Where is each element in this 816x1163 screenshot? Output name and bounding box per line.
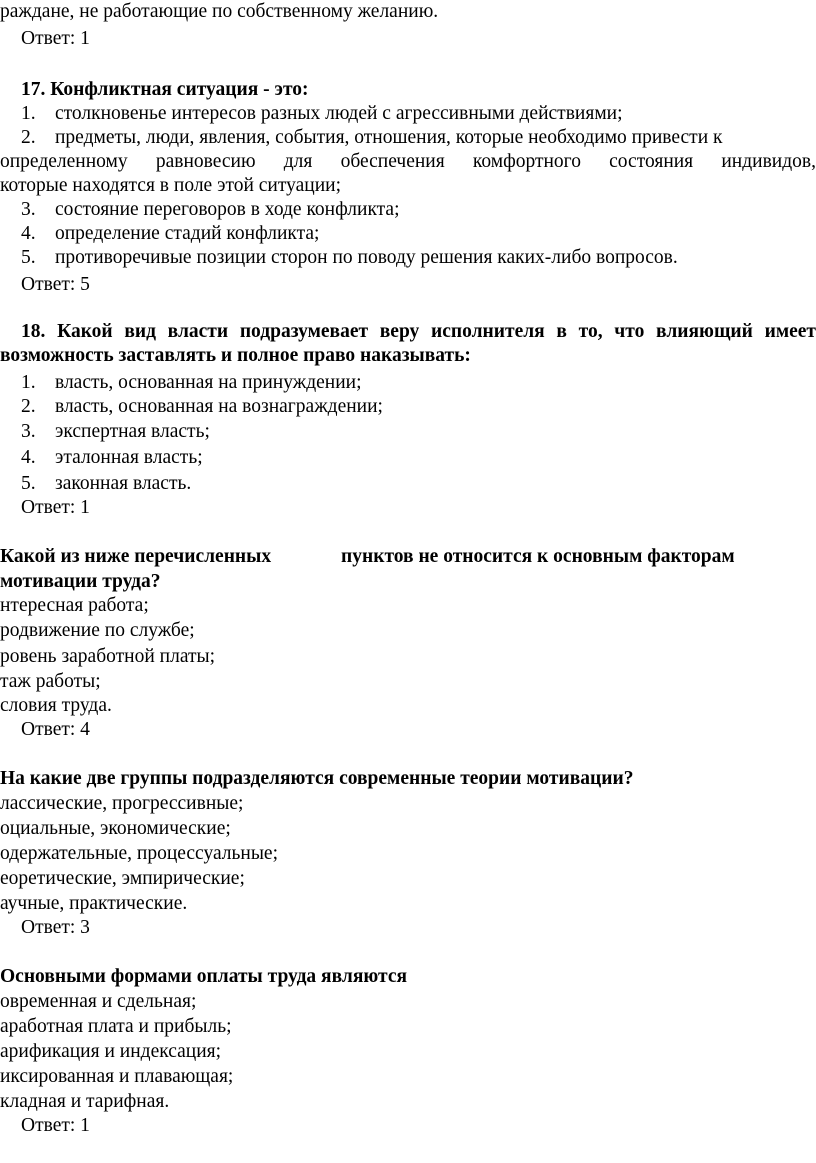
question-20-option-2: оциальные, экономические; (0, 818, 231, 839)
question-17-option-3 (21, 198, 400, 222)
question-18-option-3 (21, 420, 210, 444)
answer-text: Ответ: 5 (21, 274, 90, 295)
option-text: эталонная власть; (55, 447, 203, 468)
option-text: власть, основанная на вознаграждении; (55, 396, 383, 417)
question-19-option-1: нтересная работа; (0, 595, 149, 616)
question-19-title-part-1: Какой из ниже перечисленных (0, 546, 272, 567)
option-text: власть, основанная на принуждении; (55, 372, 362, 393)
question-18-option-4 (21, 446, 203, 470)
question-19-title-line-2: мотивации труда? (0, 571, 161, 592)
answer-text: Ответ: 1 (21, 497, 90, 518)
question-17-option-4 (21, 222, 319, 246)
answer-text: Ответ: 1 (21, 1115, 90, 1136)
question-17-option-2-line-2: определенному равновесию для обеспечения комфортного состояния индивидов, (0, 151, 816, 172)
option-number: 4. (21, 447, 36, 468)
question-21-option-4: иксированная и плавающая; (0, 1066, 234, 1087)
option-number: 2. (21, 396, 36, 417)
question-19-option-5: словия труда. (0, 695, 112, 716)
option-number: 3. (21, 199, 36, 220)
option-text: противоречивые позиции сторон по поводу решения каких-либо вопросов. (55, 247, 678, 268)
question-17-option-1 (21, 102, 623, 126)
question-21-option-1: овременная и сдельная; (0, 991, 197, 1012)
option-number: 4. (21, 223, 36, 244)
option-number: 2. (21, 127, 36, 148)
question-18-title-line-2: возможность заставлять и полное право наказывать: (0, 345, 471, 366)
question-18-option-5 (21, 472, 191, 496)
continuation-line: раждане, не работающие по собственному желанию. (0, 1, 439, 22)
question-20-option-3: одержательные, процессуальные; (0, 843, 278, 864)
option-number: 3. (21, 421, 36, 442)
question-18-title-line-1: 18. Какой вид власти подразумевает веру исполнителя в то, что влияющий имеет (21, 321, 816, 342)
question-19-title-part-2: пунктов не относится к основным факторам (341, 546, 735, 567)
question-20-option-5: аучные, практические. (0, 893, 188, 914)
option-number: 1. (21, 103, 36, 124)
answer-text: Ответ: 1 (21, 28, 90, 49)
option-number: 5. (21, 473, 36, 494)
question-20-title: На какие две группы подразделяются современные теории мотивации? (0, 768, 634, 789)
question-20-option-4: еоретические, эмпирические; (0, 868, 245, 889)
option-text: экспертная власть; (55, 421, 210, 442)
answer-text: Ответ: 4 (21, 719, 90, 740)
option-number: 1. (21, 372, 36, 393)
question-17-option-2 (21, 126, 816, 150)
question-17-title: 17. Конфликтная ситуация - это: (21, 79, 309, 100)
question-19-option-3: ровень заработной платы; (0, 646, 216, 667)
question-19-option-2: родвижение по службе; (0, 620, 195, 641)
question-18-option-1 (21, 371, 362, 395)
option-text: законная власть. (55, 473, 192, 494)
question-21-option-2: аработная плата и прибыль; (0, 1016, 232, 1037)
option-number: 5. (21, 247, 36, 268)
option-text: состояние переговоров в ходе конфликта; (55, 199, 400, 220)
question-21-option-5: кладная и тарифная. (0, 1091, 170, 1112)
question-21-option-3: арификация и индексация; (0, 1041, 222, 1062)
question-18-option-2 (21, 395, 383, 419)
question-17-option-5 (21, 246, 678, 270)
option-text: определение стадий конфликта; (55, 223, 320, 244)
answer-text: Ответ: 3 (21, 917, 90, 938)
question-20-option-1: лассические, прогрессивные; (0, 793, 244, 814)
question-21-title: Основными формами оплаты труда являются (0, 966, 408, 987)
option-text: предметы, люди, явления, события, отношения, которые необходимо привести к (55, 127, 723, 148)
question-19-option-4: таж работы; (0, 671, 101, 692)
option-text: столкновенье интересов разных людей с агрессивными действиями; (55, 103, 623, 124)
question-17-option-2-line-3: которые находятся в поле этой ситуации; (0, 175, 342, 196)
